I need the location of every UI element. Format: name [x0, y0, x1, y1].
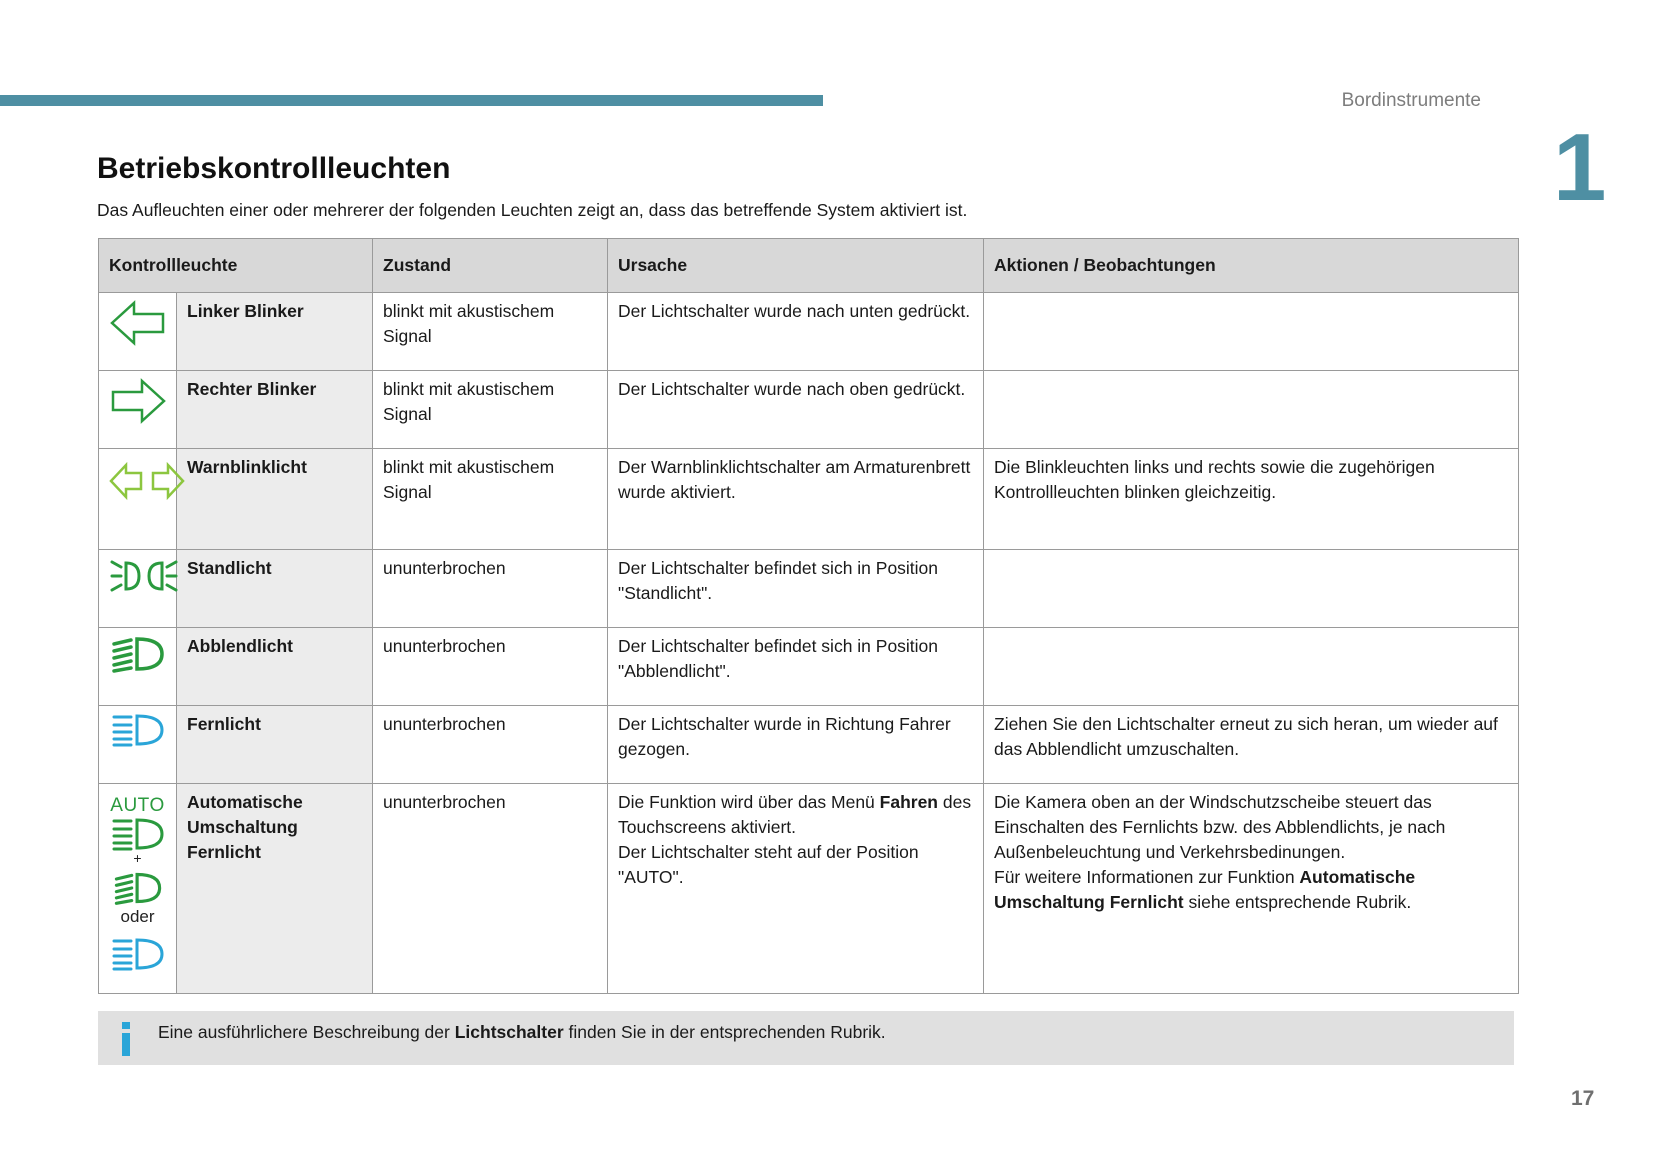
table-header-row	[99, 239, 1519, 293]
actions-text: Für weitere Informationen zur Funktion	[994, 867, 1300, 887]
lamp-name-line: Fernlicht	[187, 842, 261, 862]
actions-text: siehe entsprechende Rubrik.	[1183, 892, 1412, 912]
chapter-number: 1	[1553, 114, 1607, 221]
menu-name: Fahren	[879, 792, 939, 812]
main-beam-icon	[110, 712, 166, 748]
lamp-actions	[984, 628, 1519, 706]
lamp-state: ununterbrochen	[373, 628, 608, 706]
main-beam-icon	[110, 936, 166, 972]
right-arrow-icon	[110, 377, 166, 425]
table-row	[99, 628, 1519, 706]
cause-text: Der Lichtschalter steht auf der Position "AUTO".	[618, 842, 919, 887]
table-row	[99, 784, 1519, 994]
lamp-name: Linker Blinker	[177, 293, 373, 371]
info-text-bold: Lichtschalter	[454, 1022, 564, 1042]
left-arrow-icon	[110, 299, 166, 347]
plus-sign: +	[133, 850, 142, 866]
info-text	[158, 1022, 886, 1043]
lamp-actions: Ziehen Sie den Lichtschalter erneut zu sich heran, um wieder auf das Abblendlicht umzuschalten.	[984, 706, 1519, 784]
or-label: oder	[120, 907, 155, 926]
column-header-actions: Aktionen / Beobachtungen	[984, 239, 1519, 293]
auto-label: AUTO	[110, 795, 165, 816]
lamp-cause: Der Lichtschalter wurde nach unten gedrückt.	[608, 293, 984, 371]
lamp-state: blinkt mit akustischem Signal	[373, 371, 608, 449]
info-text-part: Eine ausführlichere Beschreibung der	[158, 1022, 455, 1042]
lamp-icon-cell	[99, 449, 177, 550]
lamp-icon-cell	[99, 371, 177, 449]
lamp-state: ununterbrochen	[373, 706, 608, 784]
table-row	[99, 706, 1519, 784]
lamp-name: Warnblinklicht	[177, 449, 373, 550]
side-lights-icon	[109, 556, 179, 596]
lamp-icon-cell	[99, 784, 177, 994]
dipped-beam-icon	[110, 634, 166, 674]
column-header-state: Zustand	[373, 239, 608, 293]
warning-lamps-table	[98, 238, 1519, 994]
hazard-arrows-icon	[109, 461, 185, 501]
info-text-part: finden Sie in der entsprechenden Rubrik.	[563, 1022, 886, 1042]
table-row	[99, 371, 1519, 449]
lamp-actions	[984, 784, 1519, 994]
auto-icon-stack	[109, 790, 166, 982]
lamp-actions	[984, 371, 1519, 449]
dipped-beam-icon	[110, 870, 166, 906]
section-label: Bordinstrumente	[1341, 90, 1481, 111]
auto-main-beam-icon	[110, 816, 166, 852]
header-accent-bar	[0, 95, 823, 106]
lamp-name	[177, 784, 373, 994]
table-row	[99, 449, 1519, 550]
lamp-name: Rechter Blinker	[177, 371, 373, 449]
table-row	[99, 550, 1519, 628]
column-header-lamp: Kontrollleuchte	[99, 239, 373, 293]
page-title: Betriebskontrollleuchten	[97, 152, 451, 185]
function-name: Automatische Umschaltung Fernlicht	[994, 867, 1416, 912]
lamp-name-line: Automatische	[187, 792, 303, 812]
cause-text: Die Funktion wird über das Menü	[618, 792, 880, 812]
lamp-name: Standlicht	[177, 550, 373, 628]
lamp-cause: Der Lichtschalter befindet sich in Position "Abblendlicht".	[608, 628, 984, 706]
lamp-icon-cell	[99, 706, 177, 784]
page-number: 17	[1571, 1087, 1595, 1110]
lamp-icon-cell	[99, 550, 177, 628]
lamp-cause	[608, 784, 984, 994]
lamp-cause: Der Lichtschalter wurde nach oben gedrückt.	[608, 371, 984, 449]
column-header-cause: Ursache	[608, 239, 984, 293]
lamp-cause: Der Lichtschalter befindet sich in Position "Standlicht".	[608, 550, 984, 628]
lamp-actions	[984, 293, 1519, 371]
lamp-name: Abblendlicht	[177, 628, 373, 706]
lamp-actions	[984, 550, 1519, 628]
lamp-state: ununterbrochen	[373, 550, 608, 628]
lamp-state: blinkt mit akustischem Signal	[373, 293, 608, 371]
actions-text: Die Kamera oben an der Windschutzscheibe steuert das Einschalten des Fernlichts bzw. des Abblendlichts, je nach Außenbeleuchtung und Verkehrsbedinungen.	[994, 792, 1446, 862]
cause-text: des Touchscreens aktiviert.	[618, 792, 972, 837]
info-icon	[120, 1022, 132, 1056]
table-row	[99, 293, 1519, 371]
lamp-cause: Der Lichtschalter wurde in Richtung Fahrer gezogen.	[608, 706, 984, 784]
info-box	[98, 1011, 1514, 1065]
lamp-state: ununterbrochen	[373, 784, 608, 994]
lamp-name-line: Umschaltung	[187, 817, 298, 837]
intro-text: Das Aufleuchten einer oder mehrerer der folgenden Leuchten zeigt an, dass das betreffende System aktiviert ist.	[97, 200, 968, 220]
lamp-name: Fernlicht	[177, 706, 373, 784]
lamp-icon-cell	[99, 628, 177, 706]
lamp-icon-cell	[99, 293, 177, 371]
lamp-actions: Die Blinkleuchten links und rechts sowie die zugehörigen Kontrollleuchten blinken gleichzeitig.	[984, 449, 1519, 550]
lamp-state: blinkt mit akustischem Signal	[373, 449, 608, 550]
lamp-cause: Der Warnblinklichtschalter am Armaturenbrett wurde aktiviert.	[608, 449, 984, 550]
